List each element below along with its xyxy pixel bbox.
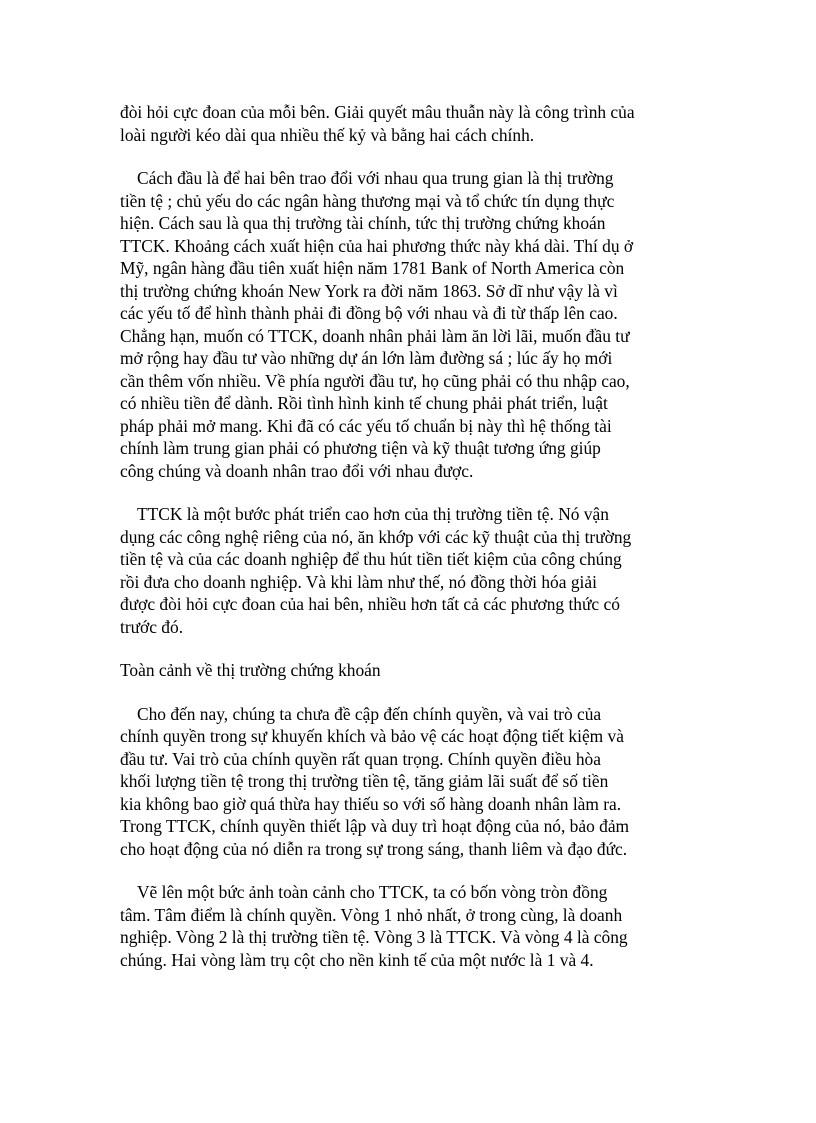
section-heading: Toàn cảnh về thị trường chứng khoán bbox=[120, 660, 381, 680]
paragraph-2: Cách đầu là để hai bên trao đổi với nhau qua trung gian là thị trường tiền tệ ; chủ yếu do các ngân hàng thương mại và tổ chức tín dụng thực hiện. Cách sau là qua thị trường tài chính, tức thị trường chứng khoán TTCK. Khoảng cách xuất hiện của hai phương thức này khá dài. Thí dụ ở Mỹ, ngân hàng đầu tiên xuất hiện năm 1781 Bank of North America còn thị trường chứng khoán New York ra đời năm 1863. Sở dĩ như vậy là vì các yếu tố để hình thành phải đi đồng bộ với nhau và đi từ thấp lên cao. Chẳng hạn, muốn có TTCK, doanh nhân phải làm ăn lời lãi, muốn đầu tư mở rộng hay đầu tư vào những dự án lớn làm đường sá ; lúc ấy họ mới cần thêm vốn nhiều. Về phía người đầu tư, họ cũng phải có thu nhập cao, có nhiều tiền để dành. Rồi tình hình kinh tế chung phải phát triển, luật pháp phải mở mang. Khi đã có các yếu tố chuẩn bị này thì hệ thống tài chính làm trung gian phải có phương tiện và kỹ thuật tương ứng giúp công chúng và doanh nhân trao đổi với nhau được. bbox=[120, 168, 634, 481]
paragraph-4: Cho đến nay, chúng ta chưa đề cập đến chính quyền, và vai trò của chính quyền trong sự khuyến khích và bảo vệ các hoạt động tiết kiệm và đầu tư. Vai trò của chính quyền rất quan trọng. Chính quyền điều hòa khối lượng tiền tệ trong thị trường tiền tệ, tăng giảm lãi suất để số tiền kia không bao giờ quá thừa hay thiếu so với số hàng doanh nhân làm ra. Trong TTCK, chính quyền thiết lập và duy trì hoạt động của nó, bảo đảm cho hoạt động của nó diễn ra trong sự trong sáng, thanh liêm và đạo đức. bbox=[120, 703, 630, 859]
document-body bbox=[120, 101, 700, 992]
paragraph-3: TTCK là một bước phát triển cao hơn của thị trường tiền tệ. Nó vận dụng các công nghệ riêng của nó, ăn khớp với các kỹ thuật của thị trường tiền tệ và của các doanh nghiệp để thu hút tiền tiết kiệm của công chúng rồi đưa cho doanh nghiệp. Và khi làm như thế, nó đồng thời hóa giải được đòi hỏi cực đoan của hai bên, nhiều hơn tất cả các phương thức có trước đó. bbox=[120, 504, 632, 637]
paragraph-5: Vẽ lên một bức ảnh toàn cảnh cho TTCK, ta có bốn vòng tròn đồng tâm. Tâm điểm là chính quyền. Vòng 1 nhỏ nhất, ở trong cùng, là doanh nghiệp. Vòng 2 là thị trường tiền tệ. Vòng 3 là TTCK. Và vòng 4 là công chúng. Hai vòng làm trụ cột cho nền kinh tế của một nước là 1 và 4. bbox=[120, 882, 628, 970]
paragraph-1: đòi hỏi cực đoan của mỗi bên. Giải quyết mâu thuẫn này là công trình của loài người kéo dài qua nhiều thế kỷ và bằng hai cách chính. bbox=[120, 102, 635, 145]
